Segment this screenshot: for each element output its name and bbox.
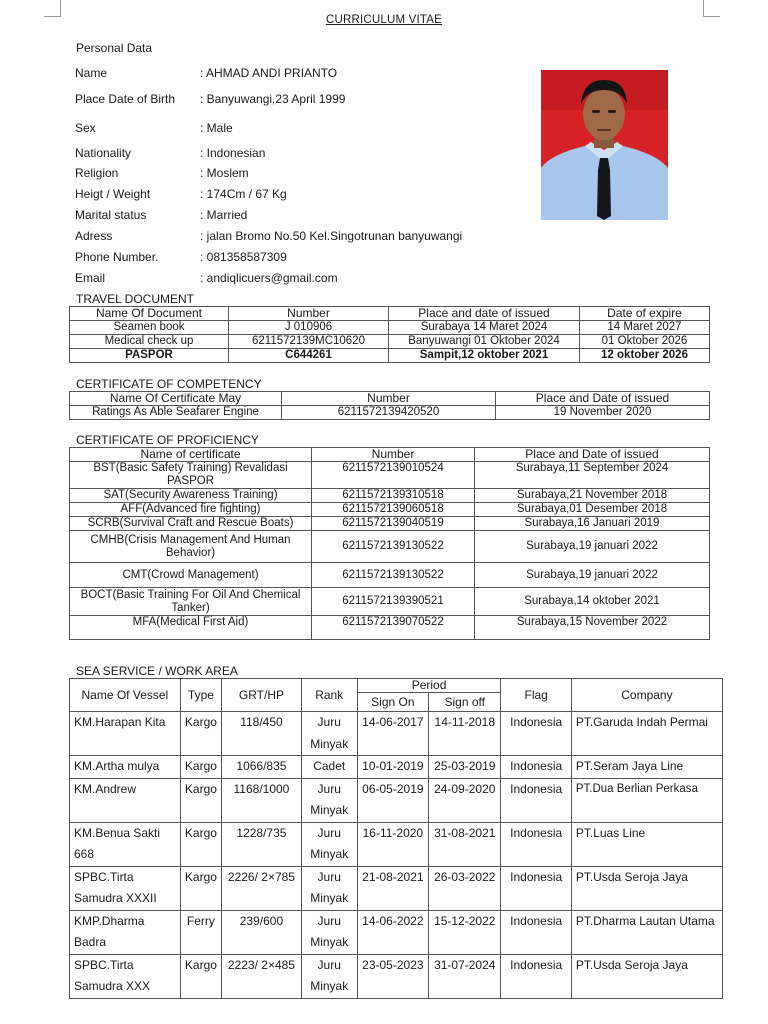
flag-cell: Indonesia <box>501 756 571 779</box>
phone-value: : 081358587309 <box>200 250 287 264</box>
table-cell: 01 Oktober 2026 <box>580 335 710 349</box>
phone-label: Phone Number. <box>75 250 159 264</box>
vessel-cell: KM.Artha mulya <box>70 756 181 779</box>
address-value: : jalan Bromo No.50 Kel.Singotrunan banyuwangi <box>200 229 463 243</box>
profile-photo <box>541 70 668 220</box>
grt-cell: 118/450 <box>222 712 302 756</box>
personal-data-heading: Personal Data <box>76 41 153 55</box>
flag-cell: Indonesia <box>501 910 571 954</box>
table-cell: Surabaya,11 September 2024 <box>475 462 710 489</box>
vessel-cell: KM.Andrew <box>70 778 181 822</box>
table-cell: C644261 <box>229 349 389 363</box>
table-cell: 6211572139130522 <box>312 531 475 563</box>
flag-cell: Indonesia <box>501 866 571 910</box>
table-row <box>70 335 710 349</box>
table-row <box>70 406 710 420</box>
table-row <box>70 778 723 822</box>
table-cell: Sampit,12 oktober 2021 <box>389 349 580 363</box>
table-cell: Surabaya,15 November 2022 <box>475 616 710 640</box>
profile-photo-illustration <box>541 70 668 220</box>
table-row <box>70 954 723 998</box>
competency-table <box>69 391 710 420</box>
religion-label: Religion <box>75 166 119 180</box>
email-label: Email <box>75 271 106 285</box>
sign-on-cell: 06-05-2019 <box>357 778 428 822</box>
sign-off-cell: 31-07-2024 <box>429 954 501 998</box>
table-row <box>70 712 723 756</box>
address-label: Adress <box>75 229 113 243</box>
table-row <box>70 489 710 503</box>
travel-document-heading: TRAVEL DOCUMENT <box>76 292 195 306</box>
company-cell: PT.Seram Jaya Line <box>571 756 722 779</box>
table-cell: Surabaya,19 januari 2022 <box>475 531 710 563</box>
rank-cell: Juru Minyak <box>301 954 357 998</box>
table-cell: Surabaya,19 januari 2022 <box>475 563 710 588</box>
table-header-row <box>70 307 710 321</box>
company-cell: PT.Dua Berlian Perkasa <box>571 778 722 822</box>
table-cell: 6211572139070522 <box>312 616 475 640</box>
column-header-vessel: Name Of Vessel <box>70 679 181 712</box>
type-cell: Ferry <box>180 910 221 954</box>
marital-status-label: Marital status <box>75 208 147 222</box>
table-cell: Surabaya,21 November 2018 <box>475 489 710 503</box>
name-label: Name <box>75 66 108 80</box>
table-row <box>70 349 710 363</box>
flag-cell: Indonesia <box>501 954 571 998</box>
table-cell: Surabaya 14 Maret 2024 <box>389 321 580 335</box>
column-header-company: Company <box>571 679 722 712</box>
table-cell: 6211572139010524 <box>312 462 475 489</box>
grt-cell: 2226/ 2×785 <box>222 866 302 910</box>
table-header-row <box>70 392 710 406</box>
sign-on-cell: 21-08-2021 <box>357 866 428 910</box>
type-cell: Kargo <box>180 756 221 779</box>
table-cell: 6211572139040519 <box>312 517 475 531</box>
column-header: Date of expire <box>580 307 710 321</box>
column-header-sign-off: Sign off <box>429 693 501 712</box>
grt-cell: 1228/735 <box>222 822 302 866</box>
type-cell: Kargo <box>180 778 221 822</box>
column-header-type: Type <box>180 679 221 712</box>
rank-cell: Juru Minyak <box>301 910 357 954</box>
table-row <box>70 616 710 640</box>
sign-on-cell: 14-06-2017 <box>357 712 428 756</box>
column-header: Number <box>229 307 389 321</box>
column-header: Number <box>282 392 496 406</box>
column-header-period: Period <box>357 679 501 693</box>
table-cell: CMT(Crowd Management) <box>70 563 312 588</box>
company-cell: PT.Luas Line <box>571 822 722 866</box>
sign-on-cell: 23-05-2023 <box>357 954 428 998</box>
table-cell: 6211572139420520 <box>282 406 496 420</box>
table-cell: AFF(Advanced fire fighting) <box>70 503 312 517</box>
table-cell: 6211572139390521 <box>312 588 475 616</box>
sign-off-cell: 26-03-2022 <box>429 866 501 910</box>
sign-off-cell: 15-12-2022 <box>429 910 501 954</box>
religion-value: : Moslem <box>200 166 249 180</box>
travel-document-table <box>69 306 710 363</box>
table-cell: 6211572139060518 <box>312 503 475 517</box>
table-cell: Ratings As Able Seafarer Engine <box>70 406 282 420</box>
page-title: CURRICULUM VITAE <box>325 14 443 26</box>
flag-cell: Indonesia <box>501 822 571 866</box>
table-cell: SCRB(Survival Craft and Rescue Boats) <box>70 517 312 531</box>
table-cell: Banyuwangi 01 Oktober 2024 <box>389 335 580 349</box>
table-cell: Surabaya,14 oktober 2021 <box>475 588 710 616</box>
company-cell: PT.Usda Seroja Jaya <box>571 954 722 998</box>
column-header: Place and Date of issued <box>475 448 710 462</box>
column-header: Place and date of issued <box>389 307 580 321</box>
nationality-label: Nationality <box>75 146 132 160</box>
column-header: Name Of Document <box>70 307 229 321</box>
table-cell: SAT(Security Awareness Training) <box>70 489 312 503</box>
column-header: Name of certificate <box>70 448 312 462</box>
rank-cell: Juru Minyak <box>301 778 357 822</box>
table-header-row <box>70 448 710 462</box>
sign-off-cell: 31-08-2021 <box>429 822 501 866</box>
competency-heading: CERTIFICATE OF COMPETENCY <box>76 377 262 391</box>
sign-on-cell: 14-06-2022 <box>357 910 428 954</box>
column-header: Place and Date of issued <box>496 392 710 406</box>
column-header-rank: Rank <box>301 679 357 712</box>
type-cell: Kargo <box>180 954 221 998</box>
name-value: : AHMAD ANDI PRIANTO <box>200 66 338 80</box>
nationality-value: : Indonesian <box>200 146 266 160</box>
grt-cell: 1066/835 <box>222 756 302 779</box>
table-cell: BST(Basic Safety Training) Revalidasi PASPOR <box>70 462 312 489</box>
flag-cell: Indonesia <box>501 712 571 756</box>
table-cell: Seamen book <box>70 321 229 335</box>
table-cell: 6211572139130522 <box>312 563 475 588</box>
table-cell: 14 Maret 2027 <box>580 321 710 335</box>
sign-on-cell: 16-11-2020 <box>357 822 428 866</box>
marital-status-value: : Married <box>200 208 248 222</box>
table-cell: Surabaya,16 Januari 2019 <box>475 517 710 531</box>
column-header: Name Of Certificate May <box>70 392 282 406</box>
column-header-flag: Flag <box>501 679 571 712</box>
table-row <box>70 321 710 335</box>
table-cell: 12 oktober 2026 <box>580 349 710 363</box>
vessel-cell: KM.Benua Sakti 668 <box>70 822 181 866</box>
vessel-cell: KM.Harapan Kita <box>70 712 181 756</box>
birth-label: Place Date of Birth <box>75 92 176 106</box>
proficiency-table <box>69 447 710 640</box>
company-cell: PT.Dharma Lautan Utama <box>571 910 722 954</box>
company-cell: PT.Usda Seroja Jaya <box>571 866 722 910</box>
table-cell: MFA(Medical First Aid) <box>70 616 312 640</box>
sign-off-cell: 24-09-2020 <box>429 778 501 822</box>
table-row <box>70 517 710 531</box>
column-header-sign-on: Sign On <box>357 693 428 712</box>
company-cell: PT.Garuda Indah Permai <box>571 712 722 756</box>
rank-cell: Juru Minyak <box>301 712 357 756</box>
sea-service-heading: SEA SERVICE / WORK AREA <box>76 664 238 678</box>
sea-service-table <box>69 678 723 999</box>
table-row <box>70 531 710 563</box>
table-row <box>70 588 710 616</box>
table-row <box>70 756 723 779</box>
table-row <box>70 910 723 954</box>
table-header-row <box>70 679 723 693</box>
sex-label: Sex <box>75 121 96 135</box>
grt-cell: 1168/1000 <box>222 778 302 822</box>
flag-cell: Indonesia <box>501 778 571 822</box>
table-cell: 6211572139310518 <box>312 489 475 503</box>
vessel-cell: KMP.Dharma Badra <box>70 910 181 954</box>
table-cell: 19 November 2020 <box>496 406 710 420</box>
vessel-cell: SPBC.Tirta Samudra XXX <box>70 954 181 998</box>
table-cell: J 010906 <box>229 321 389 335</box>
table-cell: 6211572139MC10620 <box>229 335 389 349</box>
sign-off-cell: 14-11-2018 <box>429 712 501 756</box>
table-cell: Medical check up <box>70 335 229 349</box>
grt-cell: 2223/ 2×485 <box>222 954 302 998</box>
email-value: : andiqlicuers@gmail.com <box>200 271 338 285</box>
table-row <box>70 503 710 517</box>
height-weight-value: : 174Cm / 67 Kg <box>200 187 287 201</box>
proficiency-heading: CERTIFICATE OF PROFICIENCY <box>76 433 259 447</box>
type-cell: Kargo <box>180 822 221 866</box>
sign-off-cell: 25-03-2019 <box>429 756 501 779</box>
birth-value: : Banyuwangi,23 April 1999 <box>200 92 346 106</box>
rank-cell: Cadet <box>301 756 357 779</box>
rank-cell: Juru Minyak <box>301 822 357 866</box>
table-cell: Surabaya,01 Desember 2018 <box>475 503 710 517</box>
type-cell: Kargo <box>180 866 221 910</box>
table-cell: BOCT(Basic Training For Oil And Chemical Tanker) <box>70 588 312 616</box>
column-header-grt: GRT/HP <box>222 679 302 712</box>
height-weight-label: Heigt / Weight <box>75 187 151 201</box>
table-row <box>70 822 723 866</box>
grt-cell: 239/600 <box>222 910 302 954</box>
rank-cell: Juru Minyak <box>301 866 357 910</box>
sex-value: : Male <box>200 121 233 135</box>
table-cell: PASPOR <box>70 349 229 363</box>
table-row <box>70 462 710 489</box>
vessel-cell: SPBC.Tirta Samudra XXXII <box>70 866 181 910</box>
column-header: Number <box>312 448 475 462</box>
table-row <box>70 563 710 588</box>
table-row <box>70 866 723 910</box>
type-cell: Kargo <box>180 712 221 756</box>
sign-on-cell: 10-01-2019 <box>357 756 428 779</box>
table-cell: CMHB(Crisis Management And Human Behavior) <box>70 531 312 563</box>
